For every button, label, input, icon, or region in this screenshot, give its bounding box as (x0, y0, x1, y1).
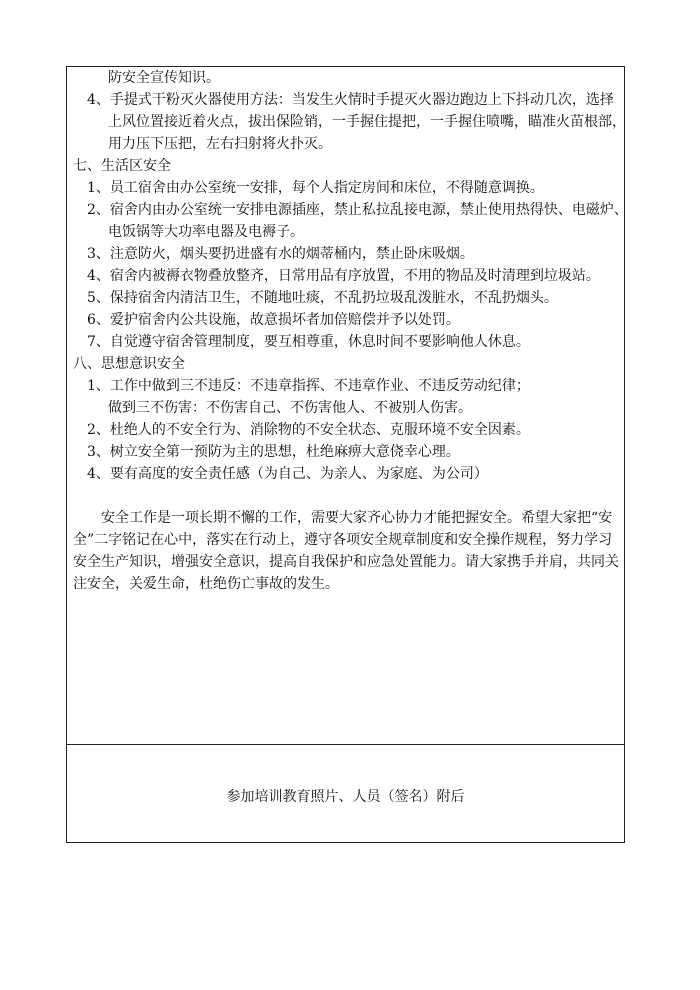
text-line: 6、爱护宿舍内公共设施，故意损坏者加倍赔偿并予以处罚。 (87, 312, 460, 328)
attachment-note: 参加培训教育照片、人员（签名）附后 (226, 789, 465, 805)
text-line: 2、杜绝人的不安全行为、消除物的不安全状态、克服环境不安全因素。 (87, 422, 530, 438)
text-line: 3、注意防火，烟头要扔进盛有水的烟蒂桶内，禁止卧床吸烟。 (87, 246, 474, 262)
table-divider (67, 744, 624, 745)
text-line: 电饭锅等大功率电器及电褥子。 (108, 224, 304, 240)
text-line: 做到三不伤害：不伤害自己、不伤害他人、不被别人伤害。 (108, 400, 472, 416)
section-heading: 八、思想意识安全 (73, 356, 185, 372)
closing-paragraph-line: 注安全，关爱生命，杜绝伤亡事故的发生。 (73, 576, 339, 592)
text-line: 用力压下压把，左右扫射将火扑灭。 (108, 136, 332, 152)
text-line: 4、手提式干粉灭火器使用方法：当发生火情时手提灭火器边跑边上下抖动几次，选择 (87, 92, 614, 108)
text-line: 7、自觉遵守宿舍管理制度，要互相尊重，休息时间不要影响他人休息。 (87, 334, 530, 350)
text-line: 1、工作中做到三不违反：不违章指挥、不违章作业、不违反劳动纪律； (87, 378, 530, 394)
closing-paragraph-line: 全”二字铭记在心中，落实在行动上，遵守各项安全规章制度和安全操作规程，努力学习 (73, 532, 613, 548)
text-line: 1、员工宿舍由办公室统一安排，每个人指定房间和床位，不得随意调换。 (87, 180, 544, 196)
text-line: 2、宿舍内由办公室统一安排电源插座，禁止私拉乱接电源，禁止使用热得快、电磁炉、 (87, 202, 628, 218)
text-line: 3、树立安全第一预防为主的思想，杜绝麻痹大意侥幸心理。 (87, 444, 460, 460)
closing-paragraph-line: 安全工作是一项长期不懈的工作，需要大家齐心协力才能把握安全。希望大家把“安 (101, 510, 613, 526)
text-line: 上风位置接近着火点，拔出保险销，一手握住提把，一手握住喷嘴，瞄准火苗根部， (108, 114, 626, 130)
text-line: 4、宿舍内被褥衣物叠放整齐，日常用品有序放置，不用的物品及时清理到垃圾站。 (87, 268, 600, 284)
closing-paragraph-line: 安全生产知识，增强安全意识，提高自我保护和应急处置能力。请大家携手并肩，共同关 (73, 554, 619, 570)
text-line: 4、要有高度的安全责任感（为自己、为亲人、为家庭、为公司） (87, 466, 488, 482)
text-line: 5、保持宿舍内清洁卫生，不随地吐痰，不乱扔垃圾乱泼脏水，不乱扔烟头。 (87, 290, 558, 306)
text-line: 防安全宣传知识。 (108, 70, 220, 86)
document-table (66, 66, 628, 843)
section-heading: 七、生活区安全 (73, 158, 171, 174)
